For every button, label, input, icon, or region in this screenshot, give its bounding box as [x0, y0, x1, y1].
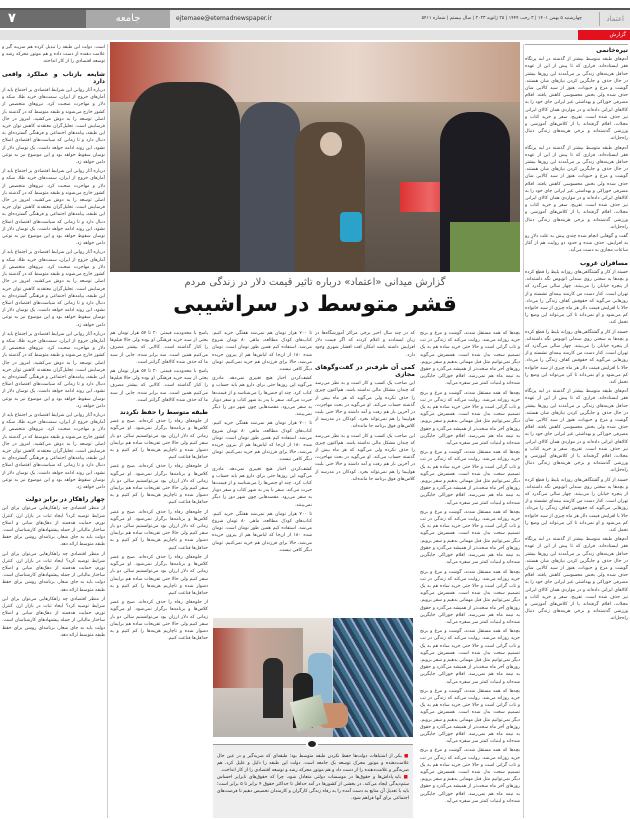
issue-date: چهارشنبه ۵ بهمن ۱۴۰۱ | ۳ رجب ۱۴۴۴ | ۲۵ ژانویه ۲۰۲۳ | سال بیستم | شماره ۵۴۱۱ — [421, 16, 582, 21]
left-paragraph: از منظر اقتصادی چه راهکارهایی می‌توان برای این شرایط توصیه کرد؟ ایجاد ثبات در بازار ارز، کنترل تورم، حمایت هدفمند از دهک‌های میانی و اصلاح ساختار مالیاتی از جمله پیشنهادهای کارشناسان است. دولت باید به جای شعار، برنامه‌ای روشن برای حفظ طبقه متوسط ارائه دهد. — [2, 506, 105, 548]
article-paragraph: تا ۷۰۰ هزار تومان هم نمی‌شد هفتگی خرید کنیم. کتاب‌های کودک مطالعه، ماهی ۸۰ تومان شروع می‌شد. استفاده کیم همین طور تومان است. تومان شده ۱۸۰ از ان‌جا که لباس‌ها هم از بیرون خریده می‌شد، حالا برای فرزندان هم خرید نمی‌کنیم. تومان دیگر کافی نیست. — [212, 331, 312, 373]
article-kicker: گزارش میدانی «اعتماد» درباره تاثیر قیمت دلار در زندگی مردم — [184, 277, 446, 288]
left-paragraph: درباره آثار روانی این شرایط اقتصادی بر اجتماع باید از آمارهای خروج از ایران، سمت‌های خرید طلا، سکه و دلار و مهاجرت صحبت کرد. نیروهای متخصص از کشور خارج می‌شوند و طبقه متوسط که در گذشته بار اصلی توسعه را به دوش می‌کشید، امروز در حال فرسایش است. تحلیل‌گران معتقدند کاهش توان خرید این طبقه، پیامدهای اجتماعی و فرهنگی گسترده‌ای به دنبال دارد و تا زمانی که سیاست‌های اقتصادی اصلاح نشود، این روند ادامه خواهد داشت. یک نوسان دلار از نوسان سقوط خواهد بود و این موضوع نیز به نوعی دامن خواهد زد. — [2, 250, 105, 328]
bullet-icon: ■ — [403, 775, 409, 780]
left-paragraph: درباره آثار روانی این شرایط اقتصادی بر اجتماع باید از آمارهای خروج از ایران، سمت‌های خرید طلا، سکه و دلار و مهاجرت صحبت کرد. نیروهای متخصص از کشور خارج می‌شوند و طبقه متوسط که در گذشته بار اصلی توسعه را به دوش می‌کشید، امروز در حال فرسایش است. تحلیل‌گران معتقدند کاهش توان خرید این طبقه، پیامدهای اجتماعی و فرهنگی گسترده‌ای به دنبال دارد و تا زمانی که سیاست‌های اقتصادی اصلاح نشود، این روند ادامه خواهد داشت. یک نوسان دلار از نوسان سقوط خواهد بود و این موضوع نیز به نوعی دامن خواهد زد. — [2, 169, 105, 247]
left-heading: چهار راهکار در برابر دولت — [25, 496, 105, 504]
left-paragraph: درباره آثار روانی این شرایط اقتصادی بر اجتماع باید از آمارهای خروج از ایران، سمت‌های خرید طلا، سکه و دلار و مهاجرت صحبت کرد. نیروهای متخصص از کشور خارج می‌شوند و طبقه متوسط که در گذشته بار اصلی توسعه را به دوش می‌کشید، امروز در حال فرسایش است. تحلیل‌گران معتقدند کاهش توان خرید این طبقه، پیامدهای اجتماعی و فرهنگی گسترده‌ای به دنبال دارد و تا زمانی که سیاست‌های اقتصادی اصلاح نشود، این روند ادامه خواهد داشت. یک نوسان دلار از نوسان سقوط خواهد بود و این موضوع نیز به نوعی دامن خواهد زد. — [2, 412, 105, 490]
article-paragraph: تا ۷۰۰ هزار تومان هم نمی‌شد هفتگی خرید کنیم. کتاب‌های کودک مطالعه، ماهی ۸۰ تومان شروع می‌شد. استفاده کیم همین طور تومان است. تومان شده ۱۸۰ از ان‌جا که لباس‌ها هم از بیرون خریده می‌شد، حالا برای فرزندان هم خرید نمی‌کنیم. تومان دیگر کافی نیست. — [212, 511, 312, 553]
article-paragraph: این صاحب یک کسب و کار است و به نظر می‌رسد که چندان مشکل مالی نداشته باشد. هم‌اکنون چیزی را حذف نکرده ولی می‌گوید که هر ماه بیش از گذشته حساب می‌کند. او می‌گوید در بحث مهاجرت، در آخرین بار هم رفت و آمد داشته و حالا حتی بلیت هواپیما را هم نمی‌تواند بخرد. کودکان در مدرسه از کلاس‌های فوق برنامه جا مانده‌اند. — [315, 433, 415, 482]
article-paragraph: از جلوه‌های رفاه را حذف کرده‌اند. صبح و عصر کلاس‌ها و برنامه‌ها برگزار نمی‌شود. او می‌گوید زمانی که دلار ارزان بود می‌توانستیم سالی دو بار سفر کنیم ولی حالا حتی تفریحات ساده هم برایمان دشوار شده و ناچاریم هزینه‌ها را کم کنیم و به حداقل‌ها قناعت کنیم. — [110, 509, 208, 551]
sidebar-paragraph: گفت و گوهایی انجام شده چندی پیش به علت دلارِ رو به افزایش، حذف شده و حدود دو روایت هم از آغاز ساعات مجازی به دست می‌آید. — [525, 234, 628, 254]
quote-box — [213, 744, 413, 818]
left-paragraph: است. دولت این طبقه را تبدیل کرده هم ضریبه گیر و علامت دهنده از دست داده و هم موتور محرکه رشد و توسعه اقتصادی را از کار انداخته. — [2, 45, 105, 65]
left-paragraph: از منظر اقتصادی چه راهکارهایی می‌توان برای این شرایط توصیه کرد؟ ایجاد ثبات در بازار ارز، کنترل تورم، حمایت هدفمند از دهک‌های میانی و اصلاح ساختار مالیاتی از جمله پیشنهادهای کارشناسان است. دولت باید به جای شعار، برنامه‌ای روشن برای حفظ طبقه متوسط ارائه دهد. — [2, 551, 105, 593]
sidebar-paragraph: آدم‌های طبقه متوسط بیشتر از گذشته در لبه پرتگاه فقر ایستاده‌اند. فراری که تا پیش از این از عهده حداقل هزینه‌های زندگی بر می‌آمدند این روزها بیشتر در حال حذف و جایگزین کردن نیازهای شان هستند. گوشت و مرغ و حبوبات، هنوز از سبد کالایی شان حذف شده ولی بخش محسوسی کاهش یافته. اقلام مصرفی خوراکی و بهداشتی غیر ایرانی جای خود را به کالاهای ایرانی داده‌اند و در مواردی همان کالای ایرانی نیز حذف شده است. تفریح، سفر و خرید کتاب و مجلات، اقلام گرفته‌اند یا از کلاس‌های آموزشی و ورزشی گذشته‌اند و برخی هزینه‌های زندگی دنبال راه‌حل‌اند. — [525, 145, 628, 230]
article-paragraph: بچه‌ها که همه مستقل شدند، گوشت و مرغ و برنج خرید روزانه می‌شد. روایت می‌کند که زندگی در تب و تاب گرانی است و حالا حتی خرید ساده هم به یک تصمیم سخت بدل شده است. همسرش می‌گوید دیگر نمی‌توانیم مثل قبل مهمانی بدهیم و سفر برویم. روزهای آخر ماه سخت‌تر از همیشه می‌گذرد و حقوق به نیمه ماه هم نمی‌رسد. اقلام خوراکی جایگزین شده‌اند و لبنیات کمتر سر سفره می‌آید. — [420, 569, 520, 625]
sidebar-paragraph: آدم‌های طبقه متوسط بیشتر از گذشته در لبه پرتگاه فقر ایستاده‌اند. فراری که تا پیش از این از عهده حداقل هزینه‌های زندگی بر می‌آمدند این روزها بیشتر در حال حذف و جایگزین کردن نیازهای شان هستند. گوشت و مرغ و حبوبات، هنوز از سبد کالایی شان حذف شده ولی بخش محسوسی کاهش یافته. اقلام مصرفی خوراکی و بهداشتی غیر ایرانی جای خود را به کالاهای ایرانی داده‌اند و در مواردی همان کالای ایرانی نیز حذف شده است. تفریح، سفر و خرید کتاب و مجلات، اقلام گرفته‌اند یا از کلاس‌های آموزشی و ورزشی گذشته‌اند و برخی هزینه‌های زندگی دنبال راه‌حل‌اند. — [525, 537, 628, 622]
article-paragraph: تا ۷۰۰ هزار تومان هم نمی‌شد هفتگی خرید کنیم. کتاب‌های کودک مطالعه، ماهی ۸۰ تومان شروع می‌شد. استفاده کیم همین طور تومان است. تومان شده ۱۸۰ از ان‌جا که لباس‌ها هم از بیرون خریده می‌شد، حالا برای فرزندان هم خرید نمی‌کنیم. تومان دیگر کافی نیست. — [212, 421, 312, 463]
article-paragraph: پاسخ با محدودیت قیمتی ۲۰ تا ۵۷ هزار تومان هم بحثی از سبد خرید فرهنگی او بوده ولی حالا فیلم‌ها را کنار گذاشته است. کالایی که بیشتر مصرف می‌کنیم همین است. سه برابر شده. جایی از سبد ما که حذف شده کالاهای گرانتر است. — [110, 331, 208, 365]
market-crowd-photo — [110, 42, 520, 272]
article-paragraph: بچه‌ها که همه مستقل شدند، گوشت و مرغ و برنج خرید روزانه می‌شد. روایت می‌کند که زندگی در تب و تاب گرانی است و حالا حتی خرید ساده هم به یک تصمیم سخت بدل شده است. همسرش می‌گوید دیگر نمی‌توانیم مثل قبل مهمانی بدهیم و سفر برویم. روزهای آخر ماه سخت‌تر از همیشه می‌گذرد و حقوق به نیمه ماه هم نمی‌رسد. اقلام خوراکی جایگزین شده‌اند و لبنیات کمتر سر سفره می‌آید. — [420, 509, 520, 566]
left-heading: شایعه بازتاب و عملکرد واقعی دارد — [2, 70, 105, 85]
sidebar-heading: تیره‌خانمی — [525, 44, 628, 54]
sidebar-heading: مسافران غروب — [579, 259, 628, 267]
article-paragraph: بچه‌ها که همه مستقل شدند، گوشت و مرغ و برنج خرید روزانه می‌شد. روایت می‌کند که زندگی در تب و تاب گرانی است و حالا حتی خرید ساده هم به یک تصمیم سخت بدل شده است. همسرش می‌گوید دیگر نمی‌توانیم مثل قبل مهمانی بدهیم و سفر برویم. روزهای آخر ماه سخت‌تر از همیشه می‌گذرد و حقوق به نیمه ماه هم نمی‌رسد. اقلام خوراکی جایگزین شده‌اند و لبنیات کمتر سر سفره می‌آید. — [420, 331, 520, 387]
page-header — [0, 8, 630, 28]
article-paragraph: بچه‌ها که همه مستقل شدند، گوشت و مرغ و برنج خرید روزانه می‌شد. روایت می‌کند که زندگی در تب و تاب گرانی است و حالا حتی خرید ساده هم به یک تصمیم سخت بدل شده است. همسرش می‌گوید دیگر نمی‌توانیم مثل قبل مهمانی بدهیم و سفر برویم. روزهای آخر ماه سخت‌تر از همیشه می‌گذرد و حقوق به نیمه ماه هم نمی‌رسد. اقلام خوراکی جایگزین شده‌اند و لبنیات کمتر سر سفره می‌آید. — [420, 688, 520, 745]
left-paragraph: درباره آثار روانی این شرایط اقتصادی بر اجتماع باید از آمارهای خروج از ایران، سمت‌های خرید طلا، سکه و دلار و مهاجرت صحبت کرد. نیروهای متخصص از کشور خارج می‌شوند و طبقه متوسط که در گذشته بار اصلی توسعه را به دوش می‌کشید، امروز در حال فرسایش است. تحلیل‌گران معتقدند کاهش توان خرید این طبقه، پیامدهای اجتماعی و فرهنگی گسترده‌ای به دنبال دارد و تا زمانی که سیاست‌های اقتصادی اصلاح نشود، این روند ادامه خواهد داشت. یک نوسان دلار از نوسان سقوط خواهد بود و این موضوع نیز به نوعی دامن خواهد زد. — [2, 88, 105, 166]
left-paragraph: درباره آثار روانی این شرایط اقتصادی بر اجتماع باید از آمارهای خروج از ایران، سمت‌های خرید طلا، سکه و دلار و مهاجرت صحبت کرد. نیروهای متخصص از کشور خارج می‌شوند و طبقه متوسط که در گذشته بار اصلی توسعه را به دوش می‌کشید، امروز در حال فرسایش است. تحلیل‌گران معتقدند کاهش توان خرید این طبقه، پیامدهای اجتماعی و فرهنگی گسترده‌ای به دنبال دارد و تا زمانی که سیاست‌های اقتصادی اصلاح نشود، این روند ادامه خواهد داشت. یک نوسان دلار از نوسان سقوط خواهد بود و این موضوع نیز به نوعی دامن خواهد زد. — [2, 331, 105, 409]
quote-text: باید پاداش‌ها و حقوق‌ها در موسسات دولتی متعادل شود، چرا که حقوق‌های نابرابر احساس ستم‌دیدگی ایجاد می‌کند. در بخشی از کشورها در آمد حداقل تا حداکثر حقوق ۴ برابر تا ۵ برابر است؛ باید با تعدیل آن منابع به دست آمده را به رفاه زندگی کارگران و کارمندان تخصیص دهیم تا فرصت‌های اجتماعی برای آنها فراهم شود. — [217, 775, 410, 801]
article-paragraph: بچه‌ها که همه مستقل شدند، گوشت و مرغ و برنج خرید روزانه می‌شد. روایت می‌کند که زندگی در تب و تاب گرانی است و حالا حتی خرید ساده هم به یک تصمیم سخت بدل شده است. همسرش می‌گوید دیگر نمی‌توانیم مثل قبل مهمانی بدهیم و سفر برویم. روزهای آخر ماه سخت‌تر از همیشه می‌گذرد و حقوق به نیمه ماه هم نمی‌رسد. اقلام خوراکی جایگزین شده‌اند و لبنیات کمتر سر سفره می‌آید. — [420, 748, 520, 804]
quote-text: یکی از اشتباهات دولت‌ها حفظ نکردن طبقه متوسط بود؛ طبقه‌ای که ضربه‌گیر و در عین حال علامت‌دهنده و موتور محرک توسعه یک جامعه است. دولت این طبقه را ذلیل و علیل کرد، هم ضربه‌گیر و علامت‌دهنده را از دست داد و هم موتور محرکه رشد و توسعه اقتصادی را از کار انداخت. — [217, 754, 409, 773]
article-paragraph: کشف‌کردن اخبار هیچ تغییری نمی‌دهد. مادری می‌گوید این روزها حتی برای دارو هم باید حساب و کتاب کرد. چند او جنس‌ها را می‌شناسد و از قیمت‌ها حیرت می‌کند. سفر با پدر به شهر کتاب و سفر دوبار به سفر می‌رود. مقصدهایی چون شهر دور را دیگر نمی‌بینند. — [212, 466, 312, 508]
article-column-4 — [110, 330, 208, 818]
article-column-1 — [420, 330, 520, 818]
left-paragraph: از منظر اقتصادی چه راهکارهایی می‌توان برای این شرایط توصیه کرد؟ ایجاد ثبات در بازار ارز، کنترل تورم، حمایت هدفمند از دهک‌های میانی و اصلاح ساختار مالیاتی از جمله پیشنهادهای کارشناسان است. دولت باید به جای شعار، برنامه‌ای روشن برای حفظ طبقه متوسط ارائه دهد. — [2, 596, 105, 638]
section-label: جامعه — [86, 10, 170, 28]
page-number: ۷ — [0, 10, 86, 28]
article-paragraph: از جلوه‌های رفاه را حذف کرده‌اند. صبح و عصر کلاس‌ها و برنامه‌ها برگزار نمی‌شود. او می‌گوید زمانی که دلار ارزان بود می‌توانستیم سالی دو بار سفر کنیم ولی حالا حتی تفریحات ساده هم برایمان دشوار شده و ناچاریم هزینه‌ها را کم کنیم و به حداقل‌ها قناعت کنیم. — [110, 464, 208, 506]
quote-icon — [306, 739, 318, 749]
article-paragraph: بچه‌ها که همه مستقل شدند، گوشت و مرغ و برنج خرید روزانه می‌شد. روایت می‌کند که زندگی در تب و تاب گرانی است و حالا حتی خرید ساده هم به یک تصمیم سخت بدل شده است. همسرش می‌گوید دیگر نمی‌توانیم مثل قبل مهمانی بدهیم و سفر برویم. روزهای آخر ماه سخت‌تر از همیشه می‌گذرد و حقوق به نیمه ماه هم نمی‌رسد. اقلام خوراکی جایگزین شده‌اند و لبنیات کمتر سر سفره می‌آید. — [420, 629, 520, 685]
column-divider — [107, 44, 108, 818]
article-paragraph: بچه‌ها که همه مستقل شدند، گوشت و مرغ و برنج خرید روزانه می‌شد. روایت می‌کند که زندگی در تب و تاب گرانی است و حالا حتی خرید ساده هم به یک تصمیم سخت بدل شده است. همسرش می‌گوید دیگر نمی‌توانیم مثل قبل مهمانی بدهیم و سفر برویم. روزهای آخر ماه سخت‌تر از همیشه می‌گذرد و حقوق به نیمه ماه هم نمی‌رسد. اقلام خوراکی جایگزین شده‌اند و لبنیات کمتر سر سفره می‌آید. — [420, 450, 520, 506]
article-paragraph: از جلوه‌های رفاه را حذف کرده‌اند. صبح و عصر کلاس‌ها و برنامه‌ها برگزار نمی‌شود. او می‌گوید زمانی که دلار ارزان بود می‌توانستیم سالی دو بار سفر کنیم ولی حالا حتی تفریحات ساده هم برایمان دشوار شده و ناچاریم هزینه‌ها را کم کنیم و به حداقل‌ها قناعت کنیم. — [110, 554, 208, 596]
article-paragraph: از جلوه‌های رفاه را حذف کرده‌اند. صبح و عصر کلاس‌ها و برنامه‌ها برگزار نمی‌شود. او می‌گوید زمانی که دلار ارزان بود می‌توانستیم سالی دو بار سفر کنیم ولی حالا حتی تفریحات ساده هم برایمان دشوار شده و ناچاریم هزینه‌ها را کم کنیم و به حداقل‌ها قناعت کنیم. — [110, 419, 208, 461]
article-subheading: کمی آن طرف‌تر در گفت‌وگوهای مجازی — [315, 363, 415, 379]
sidebar-paragraph: آدم‌های طبقه متوسط بیشتر از گذشته در لبه پرتگاه فقر ایستاده‌اند. فراری که تا پیش از این از عهده حداقل هزینه‌های زندگی بر می‌آمدند این روزها بیشتر در حال حذف و جایگزین کردن نیازهای شان هستند. گوشت و مرغ و حبوبات، هنوز از سبد کالایی شان حذف شده ولی بخش محسوسی کاهش یافته. اقلام مصرفی خوراکی و بهداشتی غیر ایرانی جای خود را به کالاهای ایرانی داده‌اند و در مواردی همان کالای ایرانی نیز حذف شده است. تفریح، سفر و خرید کتاب و مجلات، اقلام گرفته‌اند یا از کلاس‌های آموزشی و ورزشی گذشته‌اند و برخی هزینه‌های زندگی دنبال راه‌حل‌اند. — [525, 389, 628, 474]
article-column-2 — [315, 330, 415, 614]
report-tag: گزارش — [578, 30, 630, 40]
article-column-3 — [212, 330, 312, 615]
sidebar-paragraph: خسته از کار و گشتگاهی‌های روزانه بلیط را قطع کرده و بچه‌ها به سختی روی صندلی اتوبوس نگه داشته‌اند. از پنجره خیابان را می‌بینند. چهار سالی می‌گذرد که تهران است. کنار دست من کارمند بیمه‌ای نشسته و از روزهایی می‌گوید که حقوقش کفاف زندگی را می‌داد. حالا با افزایش قیمت دلار هر ماه چیزی از سبد خانواده کم می‌شود و او نمی‌داند تا کی می‌تواند این وضع را تحمل کند. — [525, 477, 628, 533]
article-paragraph: کشف‌کردن اخبار هیچ تغییری نمی‌دهد. مادری می‌گوید این روزها حتی برای دارو هم باید حساب و کتاب کرد. چند او جنس‌ها را می‌شناسد و از قیمت‌ها حیرت می‌کند. سفر با پدر به شهر کتاب و سفر دوبار به سفر می‌رود. مقصدهایی چون شهر دور را دیگر نمی‌بینند. — [212, 376, 312, 418]
left-column — [2, 44, 105, 818]
sidebar-paragraph: خسته از کار و گشتگاهی‌های روزانه بلیط را قطع کرده و بچه‌ها به سختی روی صندلی اتوبوس نگه داشته‌اند. از پنجره خیابان را می‌بینند. چهار سالی می‌گذرد که تهران است. کنار دست من کارمند بیمه‌ای نشسته و از روزهایی می‌گوید که حقوقش کفاف زندگی را می‌داد. حالا با افزایش قیمت دلار هر ماه چیزی از سبد خانواده کم می‌شود و او نمی‌داند تا کی می‌تواند این وضع را تحمل کند. — [525, 269, 628, 326]
bullet-icon: ■ — [403, 754, 410, 759]
article-paragraph: از جلوه‌های رفاه را حذف کرده‌اند. صبح و عصر کلاس‌ها و برنامه‌ها برگزار نمی‌شود. او می‌گوید زمانی که دلار ارزان بود می‌توانستیم سالی دو بار سفر کنیم ولی حالا حتی تفریحات ساده هم برایمان دشوار شده و ناچاریم هزینه‌ها را کم کنیم و به حداقل‌ها قناعت کنیم. — [110, 600, 208, 642]
sidebar-column — [525, 44, 628, 818]
dollar-bills-photo — [213, 618, 413, 737]
article-paragraph: بچه‌ها که همه مستقل شدند، گوشت و مرغ و برنج خرید روزانه می‌شد. روایت می‌کند که زندگی در تب و تاب گرانی است و حالا حتی خرید ساده هم به یک تصمیم سخت بدل شده است. همسرش می‌گوید دیگر نمی‌توانیم مثل قبل مهمانی بدهیم و سفر برویم. روزهای آخر ماه سخت‌تر از همیشه می‌گذرد و حقوق به نیمه ماه هم نمی‌رسد. اقلام خوراکی جایگزین شده‌اند و لبنیات کمتر سر سفره می‌آید. — [420, 390, 520, 447]
article-headline: قشر متوسط در سراشیبی — [173, 292, 457, 317]
section-email[interactable]: ejtemaee@etemadnewspaper.ir — [176, 15, 272, 22]
column-divider — [523, 44, 524, 818]
sidebar-paragraph: آدم‌های طبقه متوسط بیشتر از گذشته در لبه پرتگاه فقر ایستاده‌اند. فراری که تا پیش از این از عهده حداقل هزینه‌های زندگی بر می‌آمدند این روزها بیشتر در حال حذف و جایگزین کردن نیازهای شان هستند. گوشت و مرغ و حبوبات، هنوز از سبد کالایی شان حذف شده ولی بخش محسوسی کاهش یافته. اقلام مصرفی خوراکی و بهداشتی غیر ایرانی جای خود را به کالاهای ایرانی داده‌اند و در مواردی همان کالای ایرانی نیز حذف شده است. تفریح، سفر و خرید کتاب و مجلات، اقلام گرفته‌اند یا از کلاس‌های آموزشی و ورزشی گذشته‌اند و برخی هزینه‌های زندگی دنبال راه‌حل‌اند. — [525, 57, 628, 142]
subheader-bar — [0, 30, 630, 40]
article-subheading: طبقه متوسط را حفظ نکردند — [119, 409, 208, 417]
newspaper-logo: اعتماد — [599, 12, 624, 26]
article-paragraph: که در چند سال اخیر برخی مراکز آموزشگاه‌ها در زبان ایستادند و اعلام کردند که اگر قیمت دلار افزایش داشته باشد امکان افت اقشار شهری وجود دارد. — [315, 331, 415, 358]
article-paragraph: پاسخ با محدودیت قیمتی ۲۰ تا ۵۷ هزار تومان هم بحثی از سبد خرید فرهنگی او بوده ولی حالا فیلم‌ها را کنار گذاشته است. کالایی که بیشتر مصرف می‌کنیم همین است. سه برابر شده. جایی از سبد ما که حذف شده کالاهای گرانتر است. — [110, 369, 208, 403]
article-paragraph: این صاحب یک کسب و کار است و به نظر می‌رسد که چندان مشکل مالی نداشته باشد. هم‌اکنون چیزی را حذف نکرده ولی می‌گوید که هر ماه بیش از گذشته حساب می‌کند. او می‌گوید در بحث مهاجرت، در آخرین بار هم رفت و آمد داشته و حالا حتی بلیت هواپیما را هم نمی‌تواند بخرد. کودکان در مدرسه از کلاس‌های فوق برنامه جا مانده‌اند. — [315, 381, 415, 430]
sidebar-paragraph: خسته از کار و گشتگاهی‌های روزانه بلیط را قطع کرده و بچه‌ها به سختی روی صندلی اتوبوس نگه داشته‌اند. از پنجره خیابان را می‌بینند. چهار سالی می‌گذرد که تهران است. کنار دست من کارمند بیمه‌ای نشسته و از روزهایی می‌گوید که حقوقش کفاف زندگی را می‌داد. حالا با افزایش قیمت دلار هر ماه چیزی از سبد خانواده کم می‌شود و او نمی‌داند تا کی می‌تواند این وضع را تحمل کند. — [525, 329, 628, 385]
